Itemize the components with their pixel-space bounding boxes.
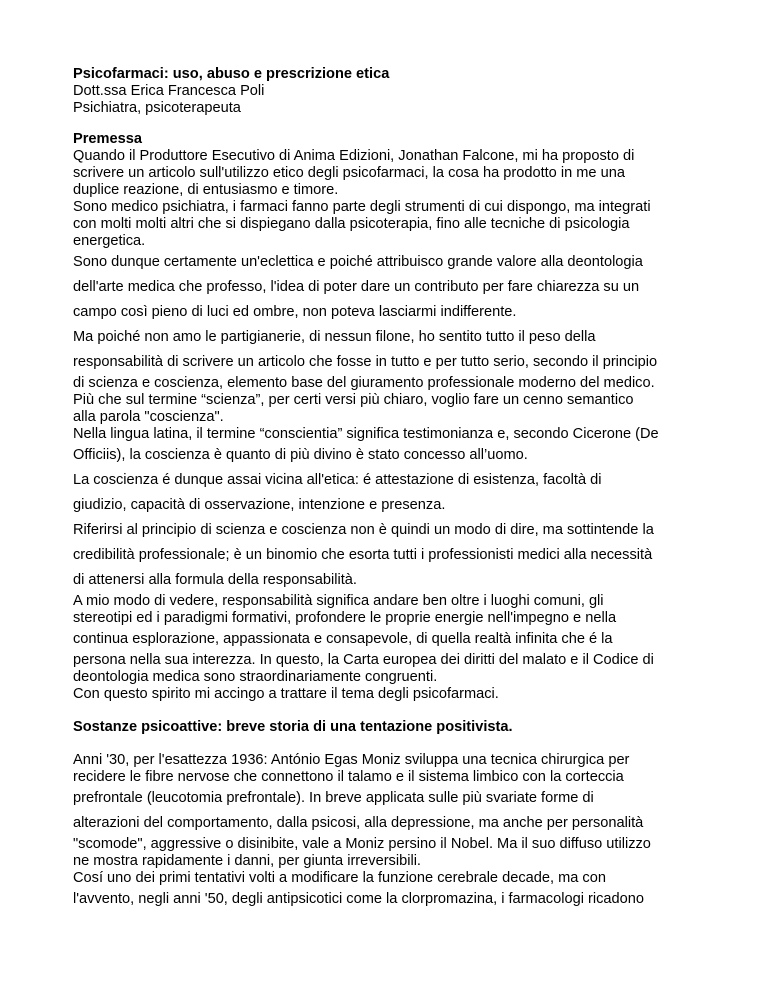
text-line: responsabilità di scrivere un articolo che fosse in tutto e per tutto serio, secondo il principio — [73, 354, 658, 370]
text-line: scrivere un articolo sull'utilizzo etico degli psicofarmaci, la cosa ha prodotto in me una — [73, 165, 625, 181]
paragraph — [73, 375, 713, 443]
text-line: campo così pieno di luci ed ombre, non poteva lasciarmi indifferente. — [73, 304, 517, 320]
text-line: dell'arte medica che professo, l'idea di poter dare un contributo per fare chiarezza su un — [73, 279, 640, 295]
section-sostanze-psicoattive — [73, 719, 713, 912]
section-heading: Sostanze psicoattive: breve storia di una tentazione positivista. — [73, 719, 513, 735]
text-line: Ma poiché non amo le partigianerie, di nessun filone, ho sentito tutto il peso della — [73, 329, 596, 345]
paragraph — [73, 887, 713, 912]
text-line: Sono dunque certamente un'eclettica e poiché attribuisco grande valore alla deontologia — [73, 254, 643, 270]
document-page — [73, 66, 713, 912]
paragraph — [73, 325, 713, 375]
text-line: l'avvento, negli anni '50, degli antipsicotici come la clorpromazina, i farmacologi ricadono — [73, 891, 644, 907]
text-line: con molti molti altri che si dispiegano dalla psicoterapia, fino alle tecniche di psicologia — [73, 216, 630, 232]
document-body — [73, 131, 713, 912]
section-heading: Premessa — [73, 131, 142, 147]
text-line: Anni '30, per l'esattezza 1936: António Egas Moniz sviluppa una tecnica chirurgica per — [73, 752, 630, 768]
text-line: credibilità professionale; è un binomio che esorta tutti i professionisti medici alla necessità — [73, 547, 653, 563]
text-line: alla parola "coscienza". — [73, 409, 224, 425]
text-line: Quando il Produttore Esecutivo di Anima Edizioni, Jonathan Falcone, mi ha proposto di — [73, 148, 635, 164]
text-line: Con questo spirito mi accingo a trattare il tema degli psicofarmaci. — [73, 686, 499, 702]
paragraph — [73, 148, 713, 250]
text-line: La coscienza é dunque assai vicina all'etica: é attestazione di esistenza, facoltà di — [73, 472, 602, 488]
text-line: Sono medico psichiatra, i farmaci fanno parte degli strumenti di cui dispongo, ma integrati — [73, 199, 651, 215]
paragraph — [73, 443, 713, 593]
author-name: Dott.ssa Erica Francesca Poli — [73, 83, 265, 99]
text-line: alterazioni del comportamento, dalla psicosi, alla depressione, ma anche per personalità — [73, 815, 644, 831]
text-line: duplice reazione, di entusiasmo e timore. — [73, 182, 339, 198]
text-line: ne mostra rapidamente i danni, per giunta irreversibili. — [73, 853, 421, 869]
text-line: recidere le fibre nervose che connettono il talamo e il sistema limbico con la corteccia — [73, 769, 624, 785]
paragraph — [73, 836, 713, 887]
text-line: Officiis), la coscienza è quanto di più divino è stato concesso all’uomo. — [73, 447, 528, 463]
text-line: Cosí uno dei primi tentativi volti a modificare la funzione cerebrale decade, ma con — [73, 870, 606, 886]
paragraph — [73, 752, 713, 786]
document-header — [73, 66, 713, 117]
paragraph — [73, 786, 713, 836]
text-line: deontologia medica sono straordinariamente congruenti. — [73, 669, 438, 685]
text-line: giudizio, capacità di osservazione, intenzione e presenza. — [73, 497, 446, 513]
paragraph — [73, 627, 713, 652]
paragraph — [73, 593, 713, 627]
text-line: Riferirsi al principio di scienza e coscienza non è quindi un modo di dire, ma sottintende la — [73, 522, 654, 538]
text-line: persona nella sua interezza. In questo, la Carta europea dei diritti del malato e il Codice di — [73, 652, 654, 668]
text-line: Nella lingua latina, il termine “conscientia” significa testimonianza e, secondo Cicerone (De — [73, 426, 659, 442]
text-line: prefrontale (leucotomia prefrontale). In breve applicata sulle più svariate forme di — [73, 790, 594, 806]
paragraph — [73, 652, 713, 703]
text-line: stereotipi ed i paradigmi formativi, profondere le proprie energie nell'impegno e nella — [73, 610, 617, 626]
author-role: Psichiatra, psicoterapeuta — [73, 100, 241, 116]
text-line: di scienza e coscienza, elemento base del giuramento professionale moderno del medico. — [73, 375, 655, 391]
text-line: di attenersi alla formula della responsabilità. — [73, 572, 357, 588]
text-line: "scomode", aggressive o disinibite, vale a Moniz persino il Nobel. Ma il suo diffuso utilizzo — [73, 836, 651, 852]
text-line: continua esplorazione, appassionata e consapevole, di quella realtà infinita che é la — [73, 631, 613, 647]
text-line: A mio modo di vedere, responsabilità significa andare ben oltre i luoghi comuni, gli — [73, 593, 604, 609]
document-title: Psicofarmaci: uso, abuso e prescrizione etica — [73, 66, 390, 82]
text-line: Più che sul termine “scienza”, per certi versi più chiaro, voglio fare un cenno semantico — [73, 392, 634, 408]
text-line: energetica. — [73, 233, 146, 249]
paragraph — [73, 250, 713, 325]
section-premessa — [73, 131, 713, 703]
